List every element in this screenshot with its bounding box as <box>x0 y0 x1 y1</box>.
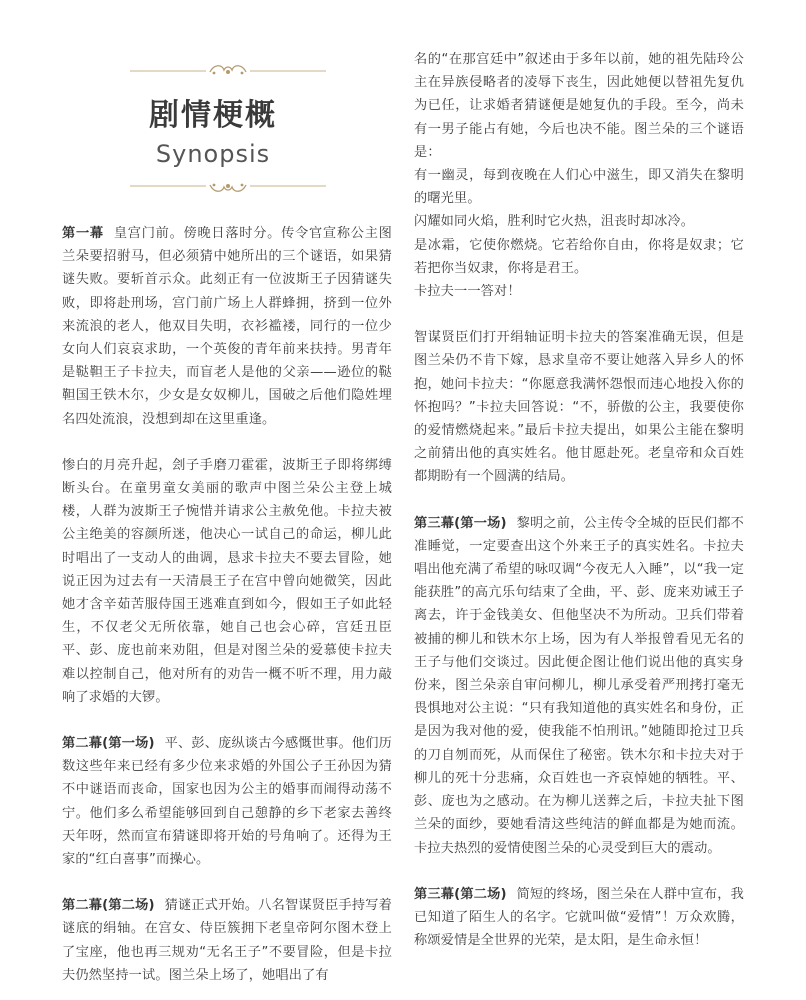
riddle-1: 有一幽灵，每到夜晚在人们心中滋生，即又消失在黎明的曙光里。 <box>414 168 744 207</box>
act2-scene2-heading: 第二幕(第二场) <box>62 898 155 914</box>
left-column <box>62 0 392 987</box>
title-english: Synopsis <box>155 140 271 168</box>
act3-scene2-paragraph <box>414 883 744 953</box>
act1-text: 皇宫门前。傍晚日落时分。传令官宣称公主图兰朵要招驸马，但必须猜中她所出的三个谜语，如果猜谜失败。要斩首示众。此刻正有一位波斯王子因猜谜失败，即将赴刑场，宫门前广场上人群蜂拥，挤到一位外来流浪的老人，他双目失明，衣衫褴褛，同行的一位少女向人们哀哀求助，一个英俊的青年前来扶持。男青年是鞑靼王子卡拉夫，而盲老人是他的父亲——逊位的鞑靼国王铁木尔，少女是女奴柳儿，国破之后他们隐姓埋名四处流浪，没想到却在这里重逢。 <box>62 226 393 427</box>
act1-paragraph-2: 惨白的月亮升起，刽子手磨刀霍霍，波斯王子即将绑缚断头台。在童男童女美丽的歌声中图兰朵公主登上城楼，人群为波斯王子惋惜并请求公主赦免他。卡拉夫被公主绝美的容颜所迷，他决心一试自己的命运，柳儿此时唱出了一支动人的曲调，恳求卡拉夫不要去冒险，她说正因为过去有一天清晨王子在宫中曾向她微笑，因此她才含辛茹苦服侍国王逃难直到如今，假如王子如此轻生，不仅老父无所依靠，她自己也会心碎，宫廷丑臣平、彭、庞也前来劝阻，但是对图兰朵的爱慕使卡拉夫难以控制自己，他对所有的劝告一概不听不理，用力敲响了求婚的大锣。 <box>62 457 392 705</box>
title-chinese: 剧情梗概 <box>149 98 277 133</box>
act2-scene2-continued: 名的“在那宫廷中”叙述由于多年以前，她的祖先陆玲公主在异族侵略者的凌辱下丧生，因此她便以替祖先复仇为已任，让求婚者猜谜便是她复仇的手段。至今，尚未有一男子能占有她，今后也决不能。图兰朵的三个谜语是： <box>414 52 744 160</box>
ornament-top-icon <box>130 62 326 78</box>
ministers-paragraph: 智谋贤臣们打开绢轴证明卡拉夫的答案准确无误，但是图兰朵仍不肯下嫁，恳求皇帝不要让她落入异乡人的怀抱，她问卡拉夫：“你愿意我满怀怨恨而违心地投入你的怀抱吗？”卡拉夫回答说：“不，骄傲的公主，我要使你的爱情燃烧起来。”最后卡拉夫提出，如果公主能在黎明之前猜出他的真实姓名。他甘愿赴死。老皇帝和众百姓都期盼有一个圆满的结局。 <box>414 330 744 485</box>
act3-scene2-heading: 第三幕(第二场) <box>414 886 507 902</box>
right-column <box>414 0 744 952</box>
act3-scene2-text: 简短的终场，图兰朵在人群中宣布，我已知道了陌生人的名字。它就叫做“爱情”！万众欢腾，称颂爱情是全世界的光荣，是太阳，是生命永恒！ <box>414 886 744 949</box>
act2-scene1-text: 平、彭、庞纵谈古今感慨世事。他们历数这些年来已经有多少位来求婚的外国公子王孙因为猜不中谜语而丧命，国家也因为公主的婚事而闹得动荡不宁。他们多么希望能够回到自己憩静的乡下老家去善终天年呀，然而宣布猜谜即将开始的号角响了。还得为王家的“红白喜事”而操心。 <box>62 736 392 868</box>
act1-paragraph <box>62 222 392 431</box>
riddle-2: 闪耀如同火焰，胜利时它火热，沮丧时却冰冷。 <box>414 214 695 230</box>
act1-heading: 第一幕 <box>62 226 104 241</box>
act2-scene2-paragraph <box>62 894 392 987</box>
act3-scene1-paragraph <box>414 512 744 860</box>
riddle-3: 是冰霜，它使你燃烧。它若给你自由，你将是奴隶；它若把你当奴隶，你将是君王。 <box>414 237 744 276</box>
title-block <box>62 0 392 222</box>
ornament-bottom-icon <box>130 180 326 196</box>
act3-scene1-heading: 第三幕(第一场) <box>414 515 507 531</box>
riddle-answer: 卡拉夫一一答对！ <box>414 284 521 300</box>
act2-scene2-text: 猜谜正式开始。八名智谋贤臣手持写着谜底的绢轴。在宫女、侍臣簇拥下老皇帝阿尔图木登上了宝座，他也再三规劝“无名王子”不要冒险，但是卡拉夫仍然坚持一试。图兰朵上场了，她唱出了有 <box>62 898 392 983</box>
act3-scene1-text: 黎明之前，公主传令全城的臣民们都不准睡觉，一定要查出这个外来王子的真实姓名。卡拉夫唱出他充满了希望的咏叹调“今夜无人入睡”，以“我一定能获胜”的高亢乐句结束了全曲，平、彭、庞来劝诫王子离去，许于金钱美女、但他坚决不为所动。卫兵们带着被捕的柳儿和铁木尔上场，因为有人举报曾看见无名的王子与他们交谈过。因此便企图让他们说出他的真实身份来，图兰朵亲自审问柳儿，柳儿承受着严刑拷打毫无畏惧地对公主说：“只有我知道他的真实姓名和身份，正是因为我对他的爱，使我能不怕刑讯。”她随即抢过卫兵的刀自刎而死，从而保住了秘密。铁木尔和卡拉夫对于柳儿的死十分悲痛，众百姓也一齐哀悼她的牺牲。平、彭、庞也为之感动。在为柳儿送葬之后，卡拉夫扯下图兰朵的面纱，要她看清这些纯洁的鲜血都是为她而流。卡拉夫热烈的爱情使图兰朵的心灵受到巨大的震动。 <box>414 515 744 856</box>
act2-scene1-paragraph <box>62 732 392 871</box>
act2-scene1-heading: 第二幕(第一场) <box>62 736 155 752</box>
